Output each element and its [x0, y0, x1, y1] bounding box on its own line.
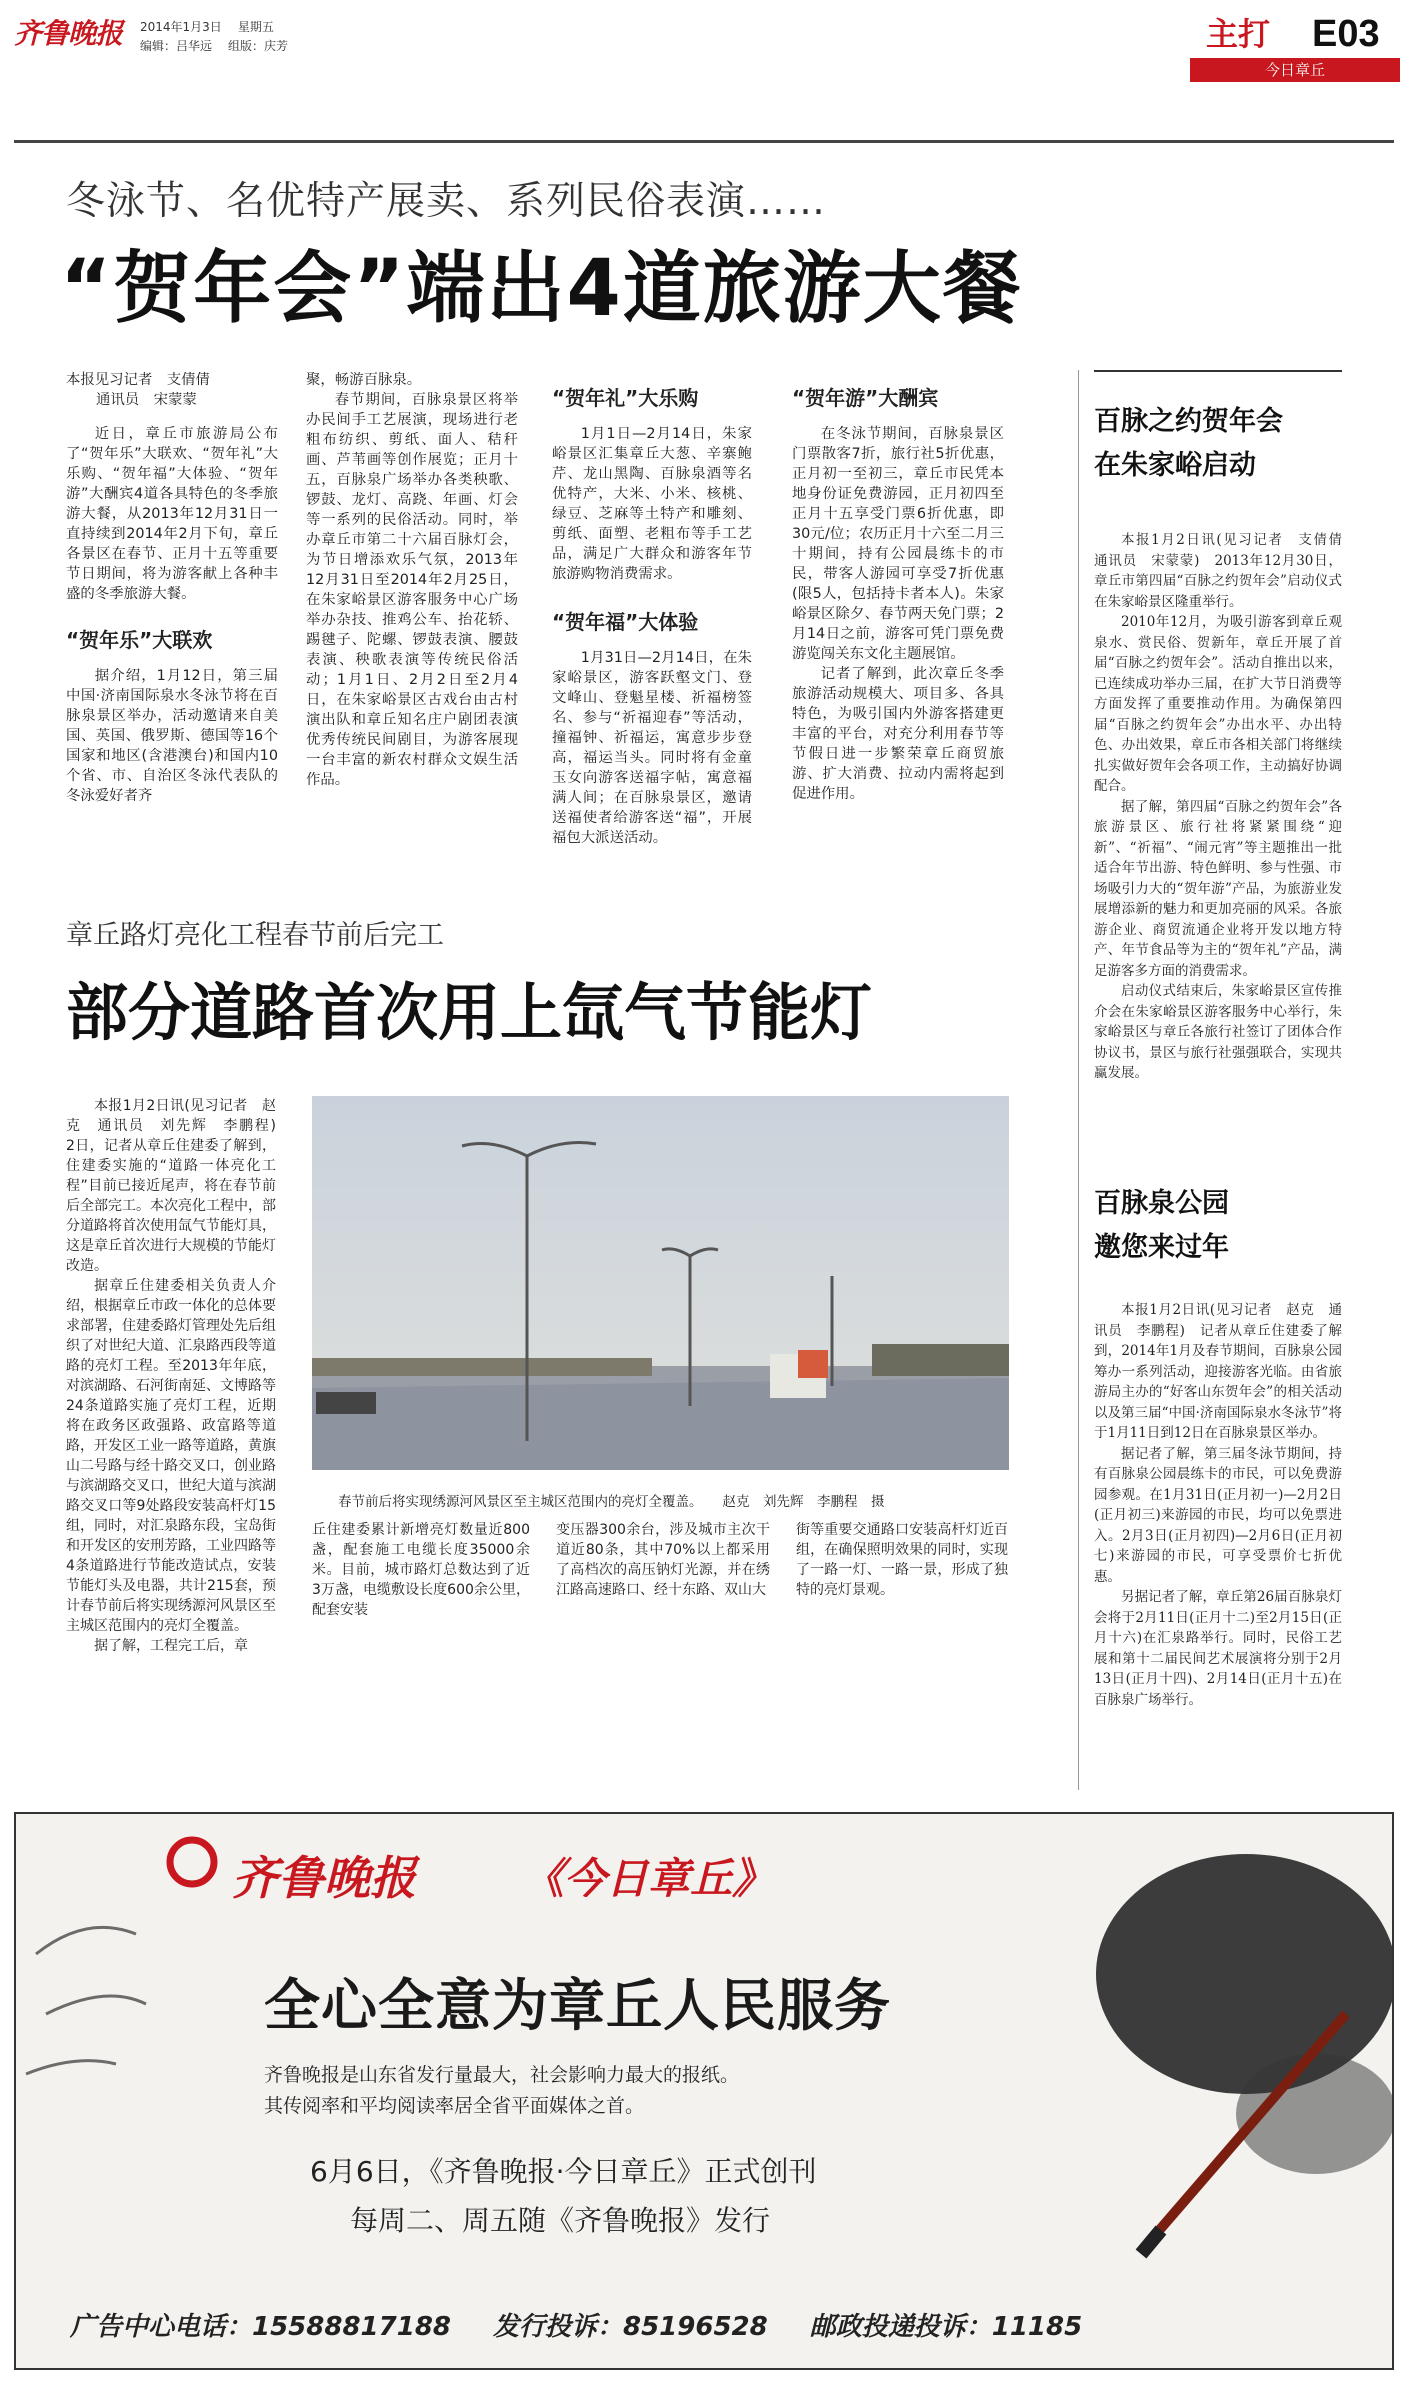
- paragraph: 记者了解到，此次章丘冬季旅游活动规模大、项目多、各具特色，为吸引国内外游客搭建更丰富的平台，对充分利用春节等节假日进一步繁荣章丘商贸旅游、扩大消费、拉动内需将起到促进作用。: [792, 666, 1004, 802]
- paragraph: 变压器300余台，涉及城市主次干道近80条，其中70%以上都采用了高档次的高压钠灯光源，并在绣江路高速路口、经十东路、双山大: [556, 1522, 770, 1598]
- paragraph: 在冬泳节期间，百脉泉景区门票散客7折，旅行社5折优惠，正月初一至初三，章丘市民凭本地身份证免费游园，正月初四至正月十五享受门票6折优惠，即30元/位；农历正月十六至二月三十期间，持有公园晨练卡的市民，带客人游园可享受7折优惠(限5人，包括持卡者本人)。朱家峪景区除夕、春节两天免门票；2月14日之前，游客可凭门票免费游览闯关东文化主题展馆。: [792, 426, 1004, 662]
- paragraph: 本报1月2日讯(见习记者 赵克 通讯员 刘先辉 李鹏程) 2日，记者从章丘住建委了解到，住建委实施的“道路一体亮化工程”目前已接近尾声，将在春节前后全部完工。本次亮化工程中，部分道路将首次使用氙气节能灯具，这是章丘首次进行大规模的节能灯改造。: [66, 1098, 290, 1274]
- ad-line-3: 6月6日，《齐鲁晚报·今日章丘》正式创刊: [310, 2155, 817, 2188]
- paragraph: 本报1月2日讯(见习记者 支倩倩 通讯员 宋蒙蒙) 2013年12月30日，章丘市第四届“百脉之约贺年会”启动仪式在朱家峪景区隆重举行。: [1094, 532, 1356, 610]
- street-photo-illustration: [312, 1096, 1009, 1470]
- story1-column-2: [306, 370, 518, 790]
- layout-credit: 组版：庆芳: [228, 39, 289, 53]
- sidebar1-title-line1: 百脉之约贺年会: [1094, 406, 1283, 437]
- paragraph: 1月31日—2月14日，在朱家峪景区，游客跃壑文门、登文峰山、登魁星楼、祈福榜签名、参与“祈福迎春”等活动，撞福钟、祈福运，寓意步步登高，福运当头。同时将有金童玉女向游客送福字帖，寓意福满人间；在百脉泉景区，邀请送福使者给游客送“福”，开展福包大派送活动。: [552, 650, 752, 846]
- paragraph: 据介绍，1月12日，第三届中国·济南国际泉水冬泳节将在百脉泉景区举办，活动邀请来自美国、英国、俄罗斯、德国等16个国家和地区(含港澳台)和国内10个省、市、自治区冬泳代表队的冬泳爱好者齐: [66, 668, 278, 804]
- sidebar1-title-line2: 在朱家峪启动: [1094, 450, 1256, 481]
- caption-text: 春节前后将实现绣源河风景区至主城区范围内的亮灯全覆盖。: [338, 1494, 703, 1510]
- ad-complaint: 发行投诉：85196528: [493, 2312, 768, 2342]
- story2-column-4: [796, 1520, 1008, 1600]
- ad-contacts: [70, 2306, 1124, 2343]
- sidebar-rule: [1094, 370, 1342, 372]
- subheading: “贺年礼”大乐购: [552, 386, 699, 410]
- ad-column-name: 《今日章丘》: [522, 1854, 775, 1903]
- section-label: 主打: [1206, 15, 1271, 53]
- story2-headline: 部分道路首次用上氙气节能灯: [66, 976, 873, 1049]
- column-divider: [1078, 370, 1079, 1790]
- story2-kicker: 章丘路灯亮化工程春节前后完工: [66, 920, 444, 951]
- issue-weekday: 星期五: [237, 20, 274, 34]
- photo-credit: 赵克 刘先辉 李鹏程 摄: [722, 1494, 885, 1510]
- ad-line-4: 每周二、周五随《齐鲁晚报》发行: [350, 2204, 771, 2237]
- paragraph: 街等重要交通路口安装高杆灯近百组，在确保照明效果的同时，实现了一路一灯、一路一景，形成了独特的亮灯景观。: [796, 1522, 1008, 1598]
- editor-credit: 编辑：吕华远: [140, 39, 213, 53]
- story1-column-4: [792, 386, 1004, 804]
- byline: 本报见习记者 支倩倩: [66, 372, 210, 388]
- paragraph: 2010年12月，为吸引游客到章丘观泉水、赏民俗、贺新年，章丘开展了首届“百脉之约贺年会”。活动自推出以来，已连续成功举办三届，在扩大节日消费等方面发挥了重要推动作用。为确保第四届“百脉之约贺年会”办出水平、办出特色、办出效果，章丘市各相关部门将继续扎实做好贺年会各项工作，主动搞好协调配合。: [1094, 614, 1342, 794]
- paragraph: 据记者了解，第三届冬泳节期间，持有百脉泉公园晨练卡的市民，可以免费游园参观。在1月31日(正月初一)—2月2日(正月初三)来游园的市民，均可以免票进入。2月3日(正月初四)—2月6日(正月初七)来游园的市民，可享受票价七折优惠。: [1094, 1445, 1342, 1585]
- paragraph: 启动仪式结束后，朱家峪景区宣传推介会在朱家峪景区游客服务中心举行，朱家峪景区与章丘各旅行社签订了团体合作协议书，景区与旅行社强强联合，实现共赢发展。: [1094, 983, 1342, 1081]
- subheading: “贺年乐”大联欢: [66, 628, 213, 652]
- paragraph: 聚，畅游百脉泉。: [306, 372, 422, 388]
- issue-date: 2014年1月3日: [140, 20, 222, 34]
- sidebar2-title-line2: 邀您来过年: [1094, 1232, 1229, 1263]
- ad-phone: 广告中心电话：15588817188: [70, 2312, 451, 2342]
- issue-meta: [140, 18, 304, 56]
- paragraph: 另据记者了解，章丘第26届百脉泉灯会将于2月11日(正月十二)至2月15日(正月十六)在汇泉路举行。同时，民俗工艺展和第十二届民间艺术展演将分别于2月13日(正月十四)、2月14日(正月十五)在百脉泉广场举行。: [1094, 1589, 1342, 1708]
- story2-column-3: [556, 1520, 770, 1600]
- paragraph: 春节期间，百脉泉景区将举办民间手工艺展演，现场进行老粗布纺织、剪纸、面人、秸秆画、芦苇画等创作展览；正月十五，百脉泉广场举办各类秧歌、锣鼓、龙灯、高跷、年画、灯会等一系列的民俗活动。同时，举办章丘市第二十六届百脉灯会，为节日增添欢乐气氛，2013年12月31日至2014年2月25日，在朱家峪景区游客服务中心广场举办杂技、推鸡公车、抬花轿、踢毽子、陀螺、锣鼓表演、腰鼓表演、秧歌表演等传统民俗活动；1月1日、2月2日至2月4日，在朱家峪景区古戏台由古村演出队和章丘知名庄户剧团表演优秀传统民间剧目，为游客展现一台丰富的新农村群众文娱生活作品。: [306, 392, 518, 788]
- byline: 通讯员 宋蒙蒙: [96, 392, 197, 408]
- story1-column-1: [66, 370, 278, 806]
- story2-column-1: [66, 1096, 290, 1656]
- sidebar1-body: [1094, 530, 1356, 1084]
- newspaper-logo: 齐鲁晚报: [14, 17, 123, 50]
- story1-headline: “贺年会”端出4道旅游大餐: [60, 244, 1023, 334]
- paragraph: 据了解，第四届“百脉之约贺年会”各旅游景区、旅行社将紧紧围绕“迎新”、“祈福”、“闹元宵”等主题推出一批适合年节出游、特色鲜明、参与性强、市场吸引力大的“贺年游”产品，为旅游业发展增添新的魅力和更加亮丽的风采。各旅游企业、商贸流通企业将开发以地方特产、年节食品等为主的“贺年礼”产品，满足游客多方面的消费需求。: [1094, 798, 1342, 979]
- ad-line-2: 其传阅率和平均阅读率居全省平面媒体之首。: [264, 2095, 645, 2117]
- paragraph: 据章丘住建委相关负责人介绍，根据章丘市政一体化的总体要求部署，住建委路灯管理处先后组织了对世纪大道、汇泉路西段等道路的亮灯工程。至2013年年底，对滨湖路、石河街南延、文博路等24条道路实施了亮灯工程，近期将在政务区政强路、政富路等道路，开发区工业一路等道路，黄旗山二号路与经十路交叉口，创业路与滨湖路交叉口，世纪大道与滨湖路交叉口等9处路段安装高杆灯15组，同时，对汇泉路东段，宝岛街和开发区的安刑芳路，工业四路等4条道路进行节能改造试点，安装节能灯头及电器，共计215套，预计春节前后将实现绣源河风景区至主城区范围内的亮灯全覆盖。: [66, 1278, 276, 1634]
- photo-caption: [338, 1490, 1010, 1510]
- ad-slogan: 全心全意为章丘人民服务: [264, 1974, 891, 2039]
- paragraph: 近日，章丘市旅游局公布了“贺年乐”大联欢、“贺年礼”大乐购、“贺年福”大体验、“贺年游”大酬宾4道各具特色的冬季旅游大餐，从2013年12月31日一直持续到2014年2月下旬，章丘各景区在春节、正月十五等重要节日期间，将为游客献上各种丰盛的冬季旅游大餐。: [66, 426, 278, 602]
- story1-column-3: [552, 386, 752, 848]
- paragraph: 丘住建委累计新增亮灯数量近800盏，配套施工电缆长度35000余米。目前，城市路灯总数达到了近3万盏，电缆敷设长度600余公里，配套安装: [312, 1522, 530, 1618]
- paragraph: 据了解，工程完工后，章: [94, 1638, 248, 1654]
- column-name: 今日章丘: [1264, 61, 1325, 79]
- paragraph: 1月1日—2月14日，朱家峪景区汇集章丘大葱、辛寨鲍芹、龙山黑陶、百脉泉酒等名优特产，大米、小米、核桃、绿豆、芝麻等土特产和雕刻、剪纸、面塑、老粗布等手工艺品，满足广大群众和游客年节旅游购物消费需求。: [552, 426, 752, 582]
- story1-kicker: 冬泳节、名优特产展卖、系列民俗表演……: [66, 179, 827, 224]
- ad-line-1: 齐鲁晚报是山东省发行量最大，社会影响力最大的报纸。: [264, 2064, 740, 2086]
- subheading: “贺年福”大体验: [552, 610, 699, 634]
- subheading: “贺年游”大酬宾: [792, 386, 939, 410]
- street-lights-photo: [312, 1096, 1009, 1470]
- paragraph: 本报1月2日讯(见习记者 赵克 通讯员 李鹏程) 记者从章丘住建委了解到，2014年1月及春节期间，百脉泉公园筹办一系列活动，迎接游客光临。由省旅游局主办的“好客山东贺年会”的相关活动以及第三届“中国·济南国际泉水冬泳节”将于1月11日到12日在百脉泉景区举办。: [1094, 1302, 1342, 1441]
- ad-brand: 齐鲁晚报: [232, 1851, 416, 1905]
- ad-postal: 邮政投递投诉：11185: [809, 2312, 1083, 2342]
- page-number: E03: [1312, 13, 1380, 55]
- sidebar2-title-line1: 百脉泉公园: [1094, 1188, 1229, 1219]
- masthead-rule: [14, 140, 1394, 143]
- story2-column-2: [312, 1520, 530, 1620]
- sidebar2-body: [1094, 1300, 1342, 1710]
